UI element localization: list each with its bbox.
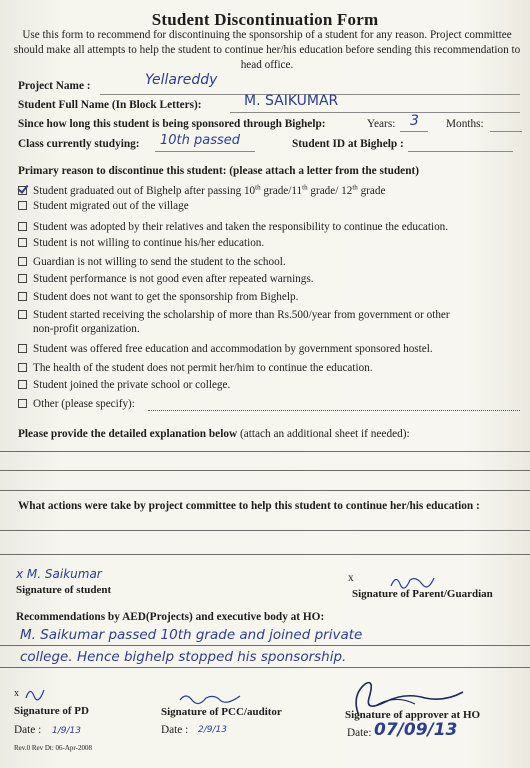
- full-name-label: Student Full Name (In Block Letters):: [18, 99, 202, 111]
- reason-option[interactable]: [18, 237, 264, 249]
- student-signature-label: Signature of student: [16, 584, 112, 596]
- class-line: [155, 151, 255, 152]
- reason-option[interactable]: Student graduated out of Bighelp after passing 10th grade/11th grade/ 12th grade: [18, 183, 385, 197]
- reason-label: Student was offered free education and accommodation by government sponsored hostel.: [33, 343, 433, 355]
- checkbox[interactable]: [18, 344, 27, 353]
- class-label: Class currently studying:: [18, 138, 140, 150]
- explanation-heading: [18, 428, 410, 440]
- reason-option[interactable]: [18, 221, 448, 233]
- student-id-line: [408, 151, 513, 152]
- full-name-line: [230, 112, 520, 113]
- reason-option[interactable]: [18, 343, 433, 355]
- actions-line: [0, 554, 530, 555]
- actions-line: [0, 530, 530, 531]
- reason-label: Other (please specify):: [33, 398, 135, 410]
- explanation-heading-text: Please provide the detailed explanation below: [18, 428, 238, 440]
- revision-footer: Rev.0 Rev Dt: 06-Apr-2008: [14, 744, 92, 752]
- actions-heading: What actions were take by project committee to help this student to continue her/his education :: [18, 500, 480, 512]
- checkbox[interactable]: [18, 257, 27, 266]
- reason-option[interactable]: [18, 200, 189, 212]
- form-title: Student Discontinuation Form: [151, 10, 379, 29]
- student-signature: x M. Saikumar: [16, 567, 102, 581]
- explanation-line: [0, 470, 530, 471]
- reason-option[interactable]: [18, 273, 314, 285]
- reason-label: The health of the student does not permit her/him to continue the education.: [33, 362, 373, 374]
- pcc-date-label: Date :: [161, 724, 189, 736]
- parent-signature-scribble: [388, 572, 438, 592]
- student-id-label: Student ID at Bighelp :: [292, 138, 404, 150]
- project-name-value: Yellareddy: [145, 72, 218, 88]
- explanation-line: [0, 451, 530, 452]
- recommendations-heading: Recommendations by AED(Projects) and executive body at HO:: [16, 611, 325, 623]
- pd-signature-label: Signature of PD: [14, 705, 89, 717]
- checkbox[interactable]: [18, 238, 27, 247]
- reason-label: Student does not want to get the sponsorship from Bighelp.: [33, 291, 299, 303]
- checkbox[interactable]: [18, 222, 27, 231]
- explanation-line: [0, 490, 530, 491]
- form-intro: Use this form to recommend for discontinuing the sponsorship of a student for any reason. Project committee should make all attempts to help the student to continue her/his education before sending this recommendation to head office.: [13, 29, 521, 71]
- checkbox-checked[interactable]: [18, 186, 27, 195]
- reason-option[interactable]: [18, 291, 298, 303]
- pcc-signature-scribble: [178, 690, 248, 706]
- months-line: [490, 131, 522, 132]
- reason-option[interactable]: [18, 362, 373, 374]
- parent-signature-mark: x: [348, 572, 354, 584]
- project-name-label: Project Name :: [18, 80, 91, 92]
- reason-option[interactable]: [18, 309, 450, 321]
- pd-date-label: Date :: [14, 724, 42, 736]
- years-label: Years:: [367, 118, 396, 130]
- reasons-heading: Primary reason to discontinue this student: (please attach a letter from the student): [18, 165, 420, 177]
- recommendation-line-1: M. Saikumar passed 10th grade and joined private: [20, 627, 363, 643]
- sponsored-label: Since how long this student is being sponsored through Bighelp:: [18, 118, 326, 130]
- reason-label-continued: non-profit organization.: [33, 323, 140, 335]
- other-dotted-line: [148, 410, 520, 411]
- reason-option[interactable]: [18, 256, 286, 268]
- years-value: 3: [410, 113, 419, 129]
- class-value: 10th passed: [160, 133, 241, 148]
- reason-label: Student is not willing to continue his/her education.: [33, 237, 265, 249]
- checkbox[interactable]: [18, 274, 27, 283]
- reason-label: Guardian is not willing to send the student to the school.: [33, 256, 286, 268]
- pd-date-value: 1/9/13: [52, 726, 81, 736]
- reason-label: Student performance is not good even after repeated warnings.: [33, 273, 314, 285]
- reason-label: Student started receiving the scholarship of more than Rs.500/year from government or other: [33, 309, 450, 321]
- approver-date-value: 07/09/13: [374, 720, 458, 740]
- full-name-value: M. SAIKUMAR: [244, 93, 339, 109]
- checkbox[interactable]: [18, 292, 27, 301]
- reason-label: Student migrated out of the village: [33, 200, 189, 212]
- approver-date-label: Date:: [347, 727, 372, 739]
- reason-label: Student joined the private school or college.: [33, 379, 231, 391]
- pcc-date-value: 2/9/13: [198, 725, 227, 735]
- checkbox[interactable]: [18, 310, 27, 319]
- explanation-note: (attach an additional sheet if needed):: [239, 428, 410, 440]
- years-line: [400, 131, 428, 132]
- approver-signature-label: Signature of approver at HO: [345, 709, 481, 721]
- checkbox[interactable]: [18, 201, 27, 210]
- svg-text:x: x: [14, 688, 19, 699]
- months-label: Months:: [446, 118, 484, 130]
- recommendation-line-2: college. Hence bighelp stopped his sponsorship.: [20, 649, 347, 665]
- recommendation-rule: [0, 667, 530, 668]
- pcc-signature-label: Signature of PCC/auditor: [161, 706, 282, 718]
- reason-label: Student was adopted by their relatives and taken the responsibility to continue the education.: [33, 221, 449, 233]
- reason-option[interactable]: [18, 379, 230, 391]
- reason-option[interactable]: [18, 398, 135, 410]
- checkbox[interactable]: [18, 363, 27, 372]
- checkbox[interactable]: [18, 399, 27, 408]
- checkbox[interactable]: [18, 380, 27, 389]
- parent-signature-label: Signature of Parent/Guardian: [352, 588, 493, 600]
- recommendation-rule: [0, 645, 530, 646]
- pd-signature-scribble: [14, 684, 54, 704]
